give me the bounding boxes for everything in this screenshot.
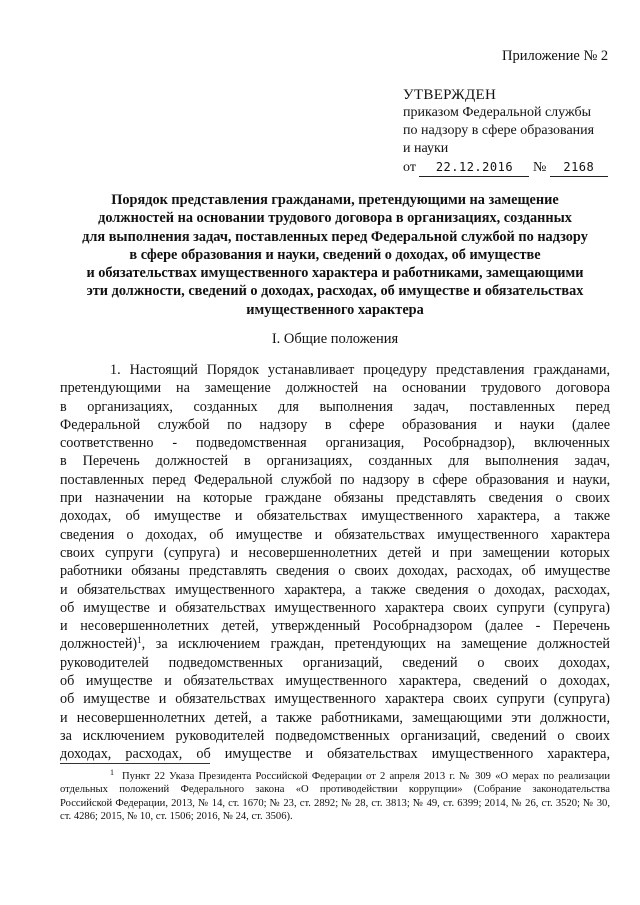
document-title (60, 191, 610, 319)
paragraph-line: в организациях, созданных для выполнения задач, поставленных перед (60, 398, 610, 415)
paragraph-line: руководителей подведомственных организаций, сведений о своих доходах, (60, 654, 610, 671)
paragraph-line: поставленных перед Федеральной службой по надзору в сфере образования и науки, (60, 471, 610, 488)
paragraph-line: за исключением руководителей подведомственных организаций, сведений о своих (60, 727, 610, 744)
paragraph-line: и несовершеннолетних детей, утвержденный Рособрнадзором (далее - Перечень (60, 618, 610, 635)
title-line: должностей на основании трудового договора в организациях, созданных (98, 210, 572, 227)
title-line: имущественного характера (246, 301, 424, 318)
footnote (60, 770, 610, 823)
paragraph-line: об имуществе и обязательствах имущественного характера своих супруги (супруга) (60, 599, 610, 616)
paragraph-line: претендующими на замещение должностей на основании трудового договора (60, 380, 610, 397)
paragraph-line: доходах, расходах, об имуществе и обязательствах имущественного характера, (60, 746, 610, 763)
title-line: Порядок представления гражданами, претендующими на замещение (111, 192, 559, 208)
paragraph-line: сведения о доходах, об имуществе и обязательствах имущественного характера (60, 526, 610, 543)
paragraph-line-with-footnote (60, 635, 610, 653)
footnote-separator (60, 763, 210, 764)
paragraph-line: и несовершеннолетних детей, а также работниками, замещающими эти должности, (60, 709, 610, 726)
footnote-text: Пункт 22 Указа Президента Российской Федерации от 2 апреля 2013 г. № 309 «О мерах по реализации (122, 771, 610, 782)
number-sign: № (532, 160, 547, 175)
order-line-1: приказом Федеральной службы (403, 105, 591, 120)
approved-label: УТВЕРЖДЕН (403, 87, 497, 103)
footnote-line: Российской Федерации, 2013, № 14, ст. 1670; № 23, ст. 2892; № 28, ст. 3813; № 49, ст. 6399; 2014, № 26, ст. 3520; № 30, (60, 797, 610, 809)
body-paragraph (60, 361, 610, 764)
order-line-2: по надзору в сфере образования (403, 123, 595, 138)
paragraph-line: 1. Настоящий Порядок устанавливает процедуру представления гражданами, (110, 362, 610, 378)
paragraph-line: своих супруги (супруга) и несовершеннолетних детей и при замещении которых (60, 544, 610, 561)
paragraph-line: соответственно - подведомственная организация, Рособрнадзор), включенных (60, 435, 610, 452)
order-line-3: и науки (403, 141, 449, 156)
footnote-line: ст. 4286; 2015, № 10, ст. 1506; 2016, № 24, ст. 3506). (60, 810, 293, 822)
paragraph-line: Федеральной службой по надзору в сфере образования и науки (далее (60, 416, 610, 433)
paragraph-text: должностей) (60, 636, 138, 653)
footnote-mark: 1 (110, 768, 114, 777)
title-line: и обязательствах имущественного характера и работниками, замещающими (86, 265, 584, 282)
title-line: эти должности, сведений о доходах, расходах, об имуществе и обязательствах (86, 283, 584, 300)
paragraph-line: доходах, об имуществе и обязательствах имущественного характера, а также (60, 508, 610, 525)
section-heading: I. Общие положения (271, 331, 399, 347)
paragraph-line: при назначении на которые граждане обязаны представлять сведения о своих (60, 490, 610, 507)
title-line: в сфере образования и науки, сведений о доходах, об имуществе (129, 246, 541, 263)
order-date: 22.12.2016 (419, 158, 529, 177)
footnote-line: отдельных положений Федерального закона «О противодействии коррупции» (Собрание законодательства (60, 784, 610, 796)
paragraph-line: об имуществе и обязательствах имущественного характера своих супруги (супруга) (60, 691, 610, 708)
paragraph-line: об имуществе и обязательствах имущественного характера, сведений о доходах, (60, 673, 610, 690)
paragraph-line: работники обязаны представлять сведения о своих доходах, расходах, об имуществе (60, 563, 610, 580)
paragraph-line: и обязательствах имущественного характера, а также сведения о доходах, расходах, (60, 581, 610, 598)
appendix-label: Приложение № 2 (502, 48, 609, 64)
date-prefix: от (403, 160, 416, 175)
approval-block (403, 86, 608, 177)
footnote-reference[interactable]: 1 (137, 635, 142, 646)
footnote-line (60, 770, 610, 783)
paragraph-text: , за исключением граждан, претендующих на замещение должностей (141, 636, 610, 653)
order-date-line (403, 158, 608, 177)
paragraph-line: в Перечень должностей в организациях, созданных для выполнения задач, (60, 453, 610, 470)
order-number: 2168 (550, 158, 608, 177)
title-line: для выполнения задач, поставленных перед Федеральной службой по надзору (82, 228, 588, 245)
